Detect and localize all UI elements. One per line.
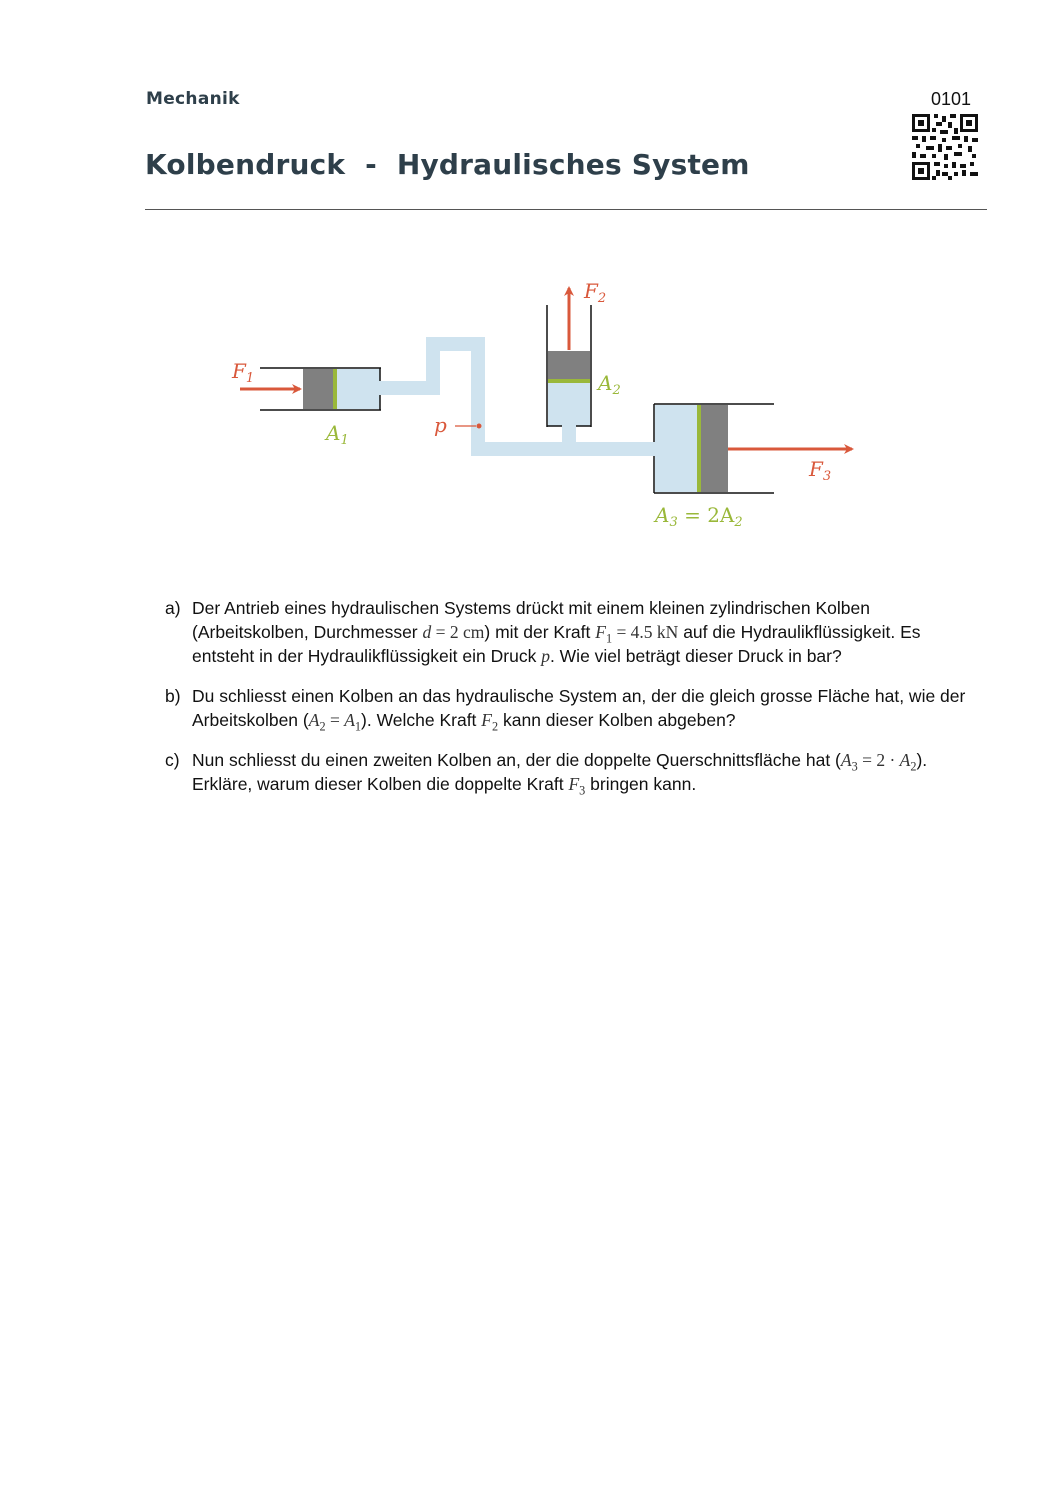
label-f2: $F_2$ — [584, 279, 607, 306]
subject-label: Mechanik — [146, 89, 240, 109]
task-c — [165, 748, 985, 796]
label-a3: $A_3 = 2A_2$ — [655, 503, 743, 530]
task-a — [165, 596, 985, 668]
label-f3: $F_3$ — [809, 457, 832, 484]
task-text: Der Antrieb eines hydraulischen Systems drückt mit einem kleinen zylindrischen Kolben (Arbeitskolben, Durchmesser d = 2 cm) mit der Kraft $F_1 = 4.5$ kN auf die Hydraulikflüssigkeit. Es entsteht in der Hydraulikflüssigkeit ein Druck p. Wie viel beträgt dieser Druck in bar? — [192, 598, 921, 666]
task-b — [165, 684, 985, 732]
label-a1: $A_1$ — [326, 421, 349, 448]
hydraulic-system-diagram — [220, 270, 880, 550]
task-label: a) — [165, 598, 181, 618]
qr-code-icon[interactable] — [912, 114, 978, 180]
task-list — [165, 596, 985, 812]
task-text: Nun schliesst du einen zweiten Kolben an, der die doppelte Querschnittsfläche hat $(A_3 = 2 \cdot A_2)$. Erkläre, warum dieser Kolben die doppelte Kraft $F_3$ bringen kann. — [192, 750, 928, 798]
label-a2: $A_2$ — [598, 371, 621, 398]
exercise-code: 0101 — [931, 89, 972, 109]
label-p: p — [434, 413, 447, 437]
header-divider — [145, 209, 987, 210]
task-text: Du schliesst einen Kolben an das hydraulische System an, der die gleich grosse Fläche hat, wie der Arbeitskolben $(A_2 = A_1)$. Welche Kraft $F_2$ kann dieser Kolben abgeben? — [192, 686, 966, 734]
pressure-point — [477, 424, 482, 429]
task-label: b) — [165, 686, 181, 706]
page-title: Kolbendruck - Hydraulisches System — [145, 148, 750, 181]
label-f1: $F_1$ — [232, 359, 255, 386]
task-label: c) — [165, 750, 180, 770]
